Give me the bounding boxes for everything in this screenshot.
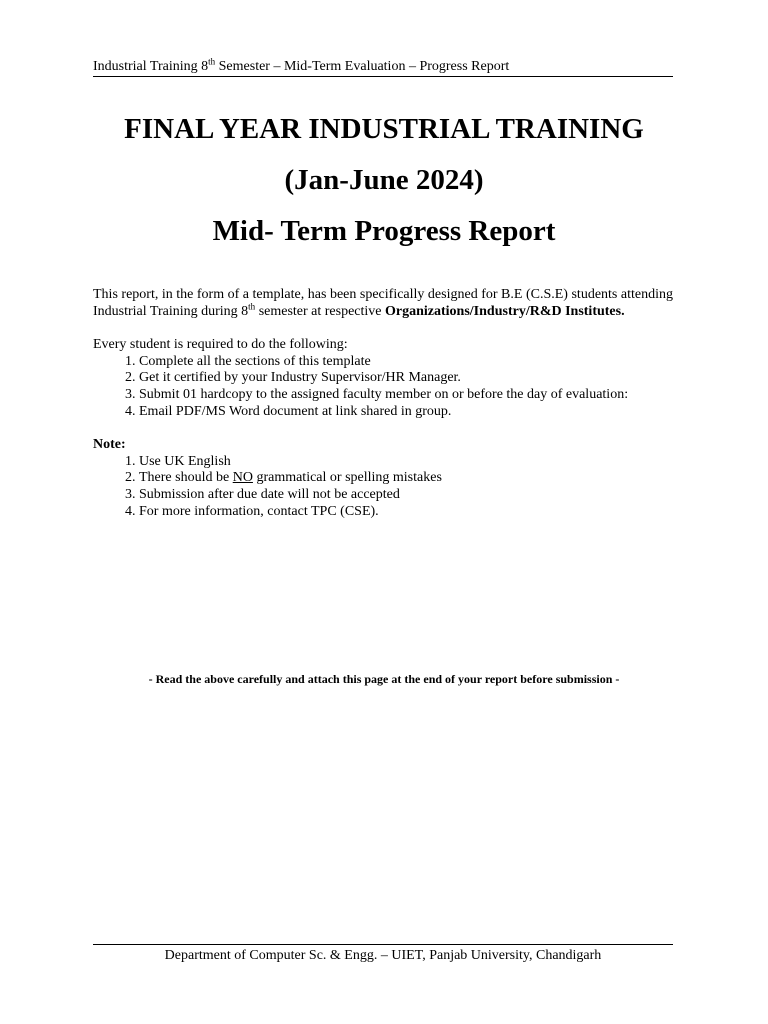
note-item — [139, 470, 673, 487]
note-item-2-underlined: NO — [232, 470, 253, 486]
note-list — [93, 454, 673, 520]
note-item: 3. Submission after due date will not be accepted — [139, 487, 673, 504]
instruction-item: 2. Get it certified by your Industry Supervisor/HR Manager. — [139, 370, 673, 387]
intro-part-2: semester at respective — [255, 303, 386, 319]
header-text-after: Semester – Mid-Term Evaluation – Progress Report — [215, 59, 510, 74]
instruction-item: 4. Email PDF/MS Word document at link shared in group. — [139, 404, 673, 421]
page-footer: Department of Computer Sc. & Engg. – UIET, Panjab University, Chandigarh — [93, 944, 673, 966]
intro-bold: Organizations/Industry/R&D Institutes. — [385, 303, 625, 319]
intro-paragraph — [93, 287, 673, 320]
note-item-2-after: grammatical or spelling mistakes — [252, 470, 442, 486]
closing-instruction: - Read the above carefully and attach this page at the end of your report before submission - — [148, 672, 620, 686]
note-heading: Note: — [93, 437, 126, 453]
header-superscript: th — [208, 56, 216, 67]
intro-part-1: This report, in the form of a template, has been specifically designed for B.E (C.S.E) students attending Industrial Training during 8 — [93, 287, 673, 319]
title-block — [0, 104, 768, 257]
intro-superscript: th — [248, 300, 256, 311]
body-content — [93, 287, 673, 520]
note-item: 1. Use UK English — [139, 454, 673, 471]
instructions-list — [93, 354, 673, 420]
title-line-3: Mid- Term Progress Report — [212, 215, 556, 247]
title-line-2: (Jan-June 2024) — [284, 164, 484, 196]
note-item-2-before: There should be — [139, 470, 233, 486]
header-text-before: Industrial Training 8 — [93, 59, 209, 74]
page-header — [93, 58, 673, 77]
note-item: 4. For more information, contact TPC (CSE). — [139, 504, 673, 521]
instruction-item: 3. Submit 01 hardcopy to the assigned faculty member on or before the day of evaluation: — [139, 387, 673, 404]
instruction-item: 1. Complete all the sections of this template — [139, 354, 673, 371]
instructions-heading: Every student is required to do the following: — [93, 337, 348, 353]
title-line-1: FINAL YEAR INDUSTRIAL TRAINING — [124, 113, 644, 145]
